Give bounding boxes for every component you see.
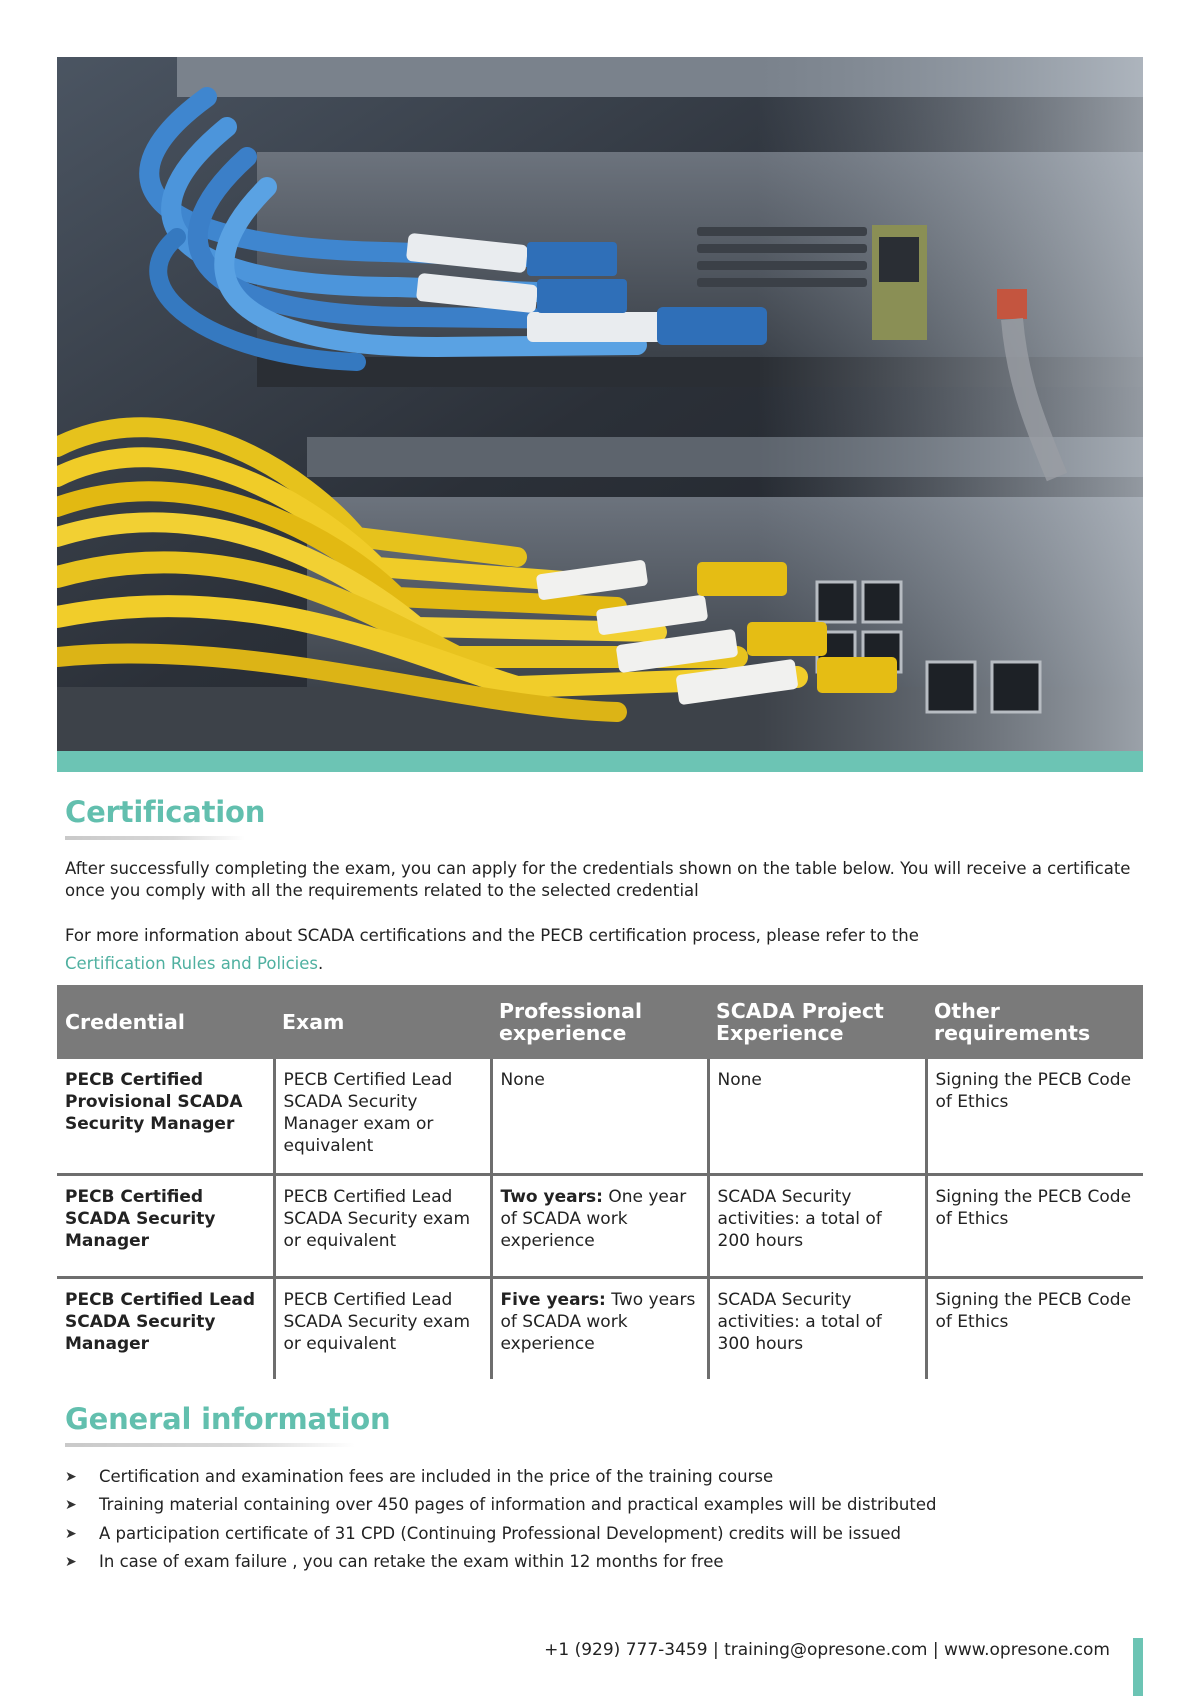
cell-exam: PECB Certified Lead SCADA Security exam or equivalent bbox=[274, 1174, 491, 1277]
footer-accent-bar bbox=[1133, 1638, 1143, 1696]
cell-other-requirements: Signing the PECB Code of Ethics bbox=[926, 1059, 1143, 1174]
list-item-text: Certification and examination fees are included in the price of the training course bbox=[99, 1467, 774, 1487]
arrow-bullet-icon: ➤ bbox=[65, 1525, 77, 1542]
header-credential: Credential bbox=[57, 985, 274, 1059]
list-item bbox=[65, 1491, 936, 1519]
certification-rules-link[interactable]: Certification Rules and Policies bbox=[65, 954, 319, 973]
cell-other-requirements: Signing the PECB Code of Ethics bbox=[926, 1174, 1143, 1277]
cell-professional-experience bbox=[491, 1174, 708, 1277]
general-heading-underline bbox=[65, 1443, 355, 1447]
cell-project-experience: SCADA Security activities: a total of 300 hours bbox=[708, 1277, 926, 1379]
list-item bbox=[65, 1548, 936, 1576]
table-row bbox=[57, 1059, 1143, 1174]
certification-intro: After successfully completing the exam, you can apply for the credentials shown on the table below. You will receive a certificate once you comply with all the requirements related to the selected credential bbox=[65, 859, 1131, 900]
certification-heading-underline bbox=[65, 836, 245, 840]
cell-exam: PECB Certified Lead SCADA Security exam or equivalent bbox=[274, 1277, 491, 1379]
header-professional-experience: Professional experience bbox=[491, 985, 708, 1059]
header-other-requirements: Other requirements bbox=[926, 985, 1143, 1059]
general-information-list bbox=[65, 1463, 936, 1576]
certification-heading: Certification bbox=[65, 795, 266, 829]
cell-project-experience: None bbox=[708, 1059, 926, 1174]
experience-years: Five years: bbox=[500, 1289, 606, 1310]
cell-credential: PECB Certified Lead SCADA Security Manager bbox=[65, 1289, 255, 1354]
certification-more-info bbox=[65, 922, 1140, 978]
list-item bbox=[65, 1463, 936, 1491]
table-header-row bbox=[57, 985, 1143, 1059]
experience-years: Two years: bbox=[500, 1186, 603, 1207]
list-item-text: In case of exam failure , you can retake the exam within 12 months for free bbox=[99, 1552, 724, 1572]
experience-detail: One year of SCADA work experience bbox=[500, 1186, 687, 1251]
table-row bbox=[57, 1174, 1143, 1277]
more-info-text: For more information about SCADA certifications and the PECB certification process, please refer to the bbox=[65, 926, 919, 945]
credentials-table bbox=[57, 985, 1143, 1379]
cell-credential: PECB Certified SCADA Security Manager bbox=[57, 1174, 274, 1277]
more-info-period: . bbox=[318, 954, 324, 973]
cell-project-experience: SCADA Security activities: a total of 200 hours bbox=[708, 1174, 926, 1277]
table-row bbox=[57, 1277, 1143, 1379]
header-exam: Exam bbox=[274, 985, 491, 1059]
general-information-heading: General information bbox=[65, 1402, 391, 1436]
cell-exam: PECB Certified Lead SCADA Security Manager exam or equivalent bbox=[274, 1059, 491, 1174]
cell-professional-experience bbox=[491, 1277, 708, 1379]
arrow-bullet-icon: ➤ bbox=[65, 1469, 77, 1486]
header-scada-project-experience: SCADA Project Experience bbox=[708, 985, 926, 1059]
list-item-text: Training material containing over 450 pages of information and practical examples will be distributed bbox=[99, 1495, 937, 1515]
arrow-bullet-icon: ➤ bbox=[65, 1497, 77, 1514]
cell-other-requirements: Signing the PECB Code of Ethics bbox=[926, 1277, 1143, 1379]
arrow-bullet-icon: ➤ bbox=[65, 1554, 77, 1571]
list-item bbox=[65, 1520, 936, 1548]
experience-detail: None bbox=[500, 1070, 545, 1090]
footer-contact: +1 (929) 777-3459 | training@opresone.com | www.opresone.com bbox=[544, 1640, 1110, 1660]
accent-bar bbox=[57, 751, 1143, 772]
list-item-text: A participation certificate of 31 CPD (Continuing Professional Development) credits will be issued bbox=[99, 1523, 901, 1543]
hero-image bbox=[57, 57, 1143, 751]
cell-professional-experience bbox=[491, 1059, 708, 1174]
network-cables-illustration bbox=[57, 57, 1143, 751]
experience-detail: Two years of SCADA work experience bbox=[500, 1289, 696, 1354]
cell-credential: PECB Certified Provisional SCADA Security Manager bbox=[57, 1059, 274, 1174]
